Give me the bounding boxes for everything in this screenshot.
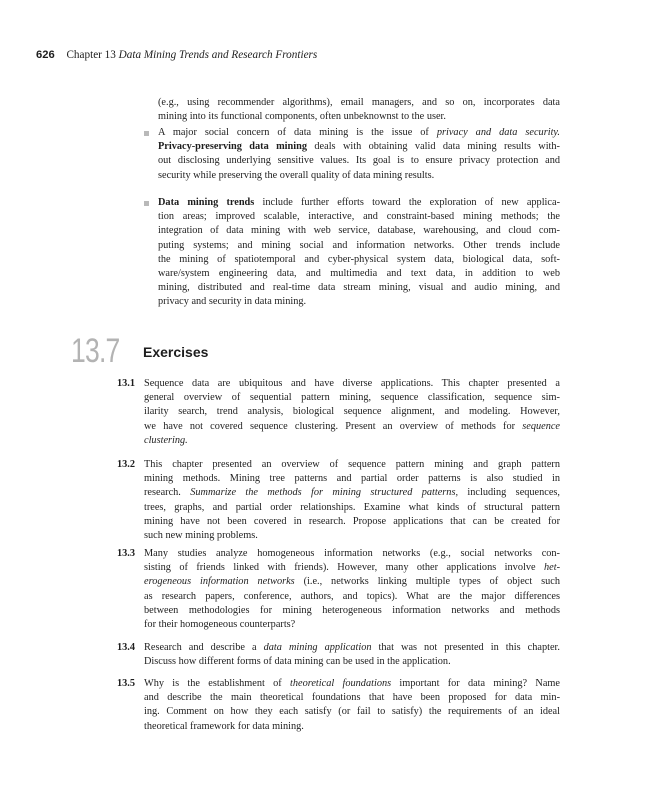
text-line — [158, 210, 560, 224]
text-line — [158, 267, 560, 281]
text-line — [144, 575, 560, 589]
text-line — [144, 677, 560, 691]
text-segment: between methodologies for mining heterogeneous information networks and methods — [144, 604, 560, 616]
text-segment: mining into its functional components, often unbeknownst to the user. — [158, 111, 446, 123]
italic-text: erogeneous information networks — [144, 576, 295, 588]
continuation-paragraph — [158, 96, 560, 124]
text-segment: out disclosing underlying sensitive values. Its goal is to ensure privacy protection and — [158, 155, 560, 167]
exercise-13-3 — [117, 547, 560, 632]
text-line — [158, 224, 560, 238]
bold-text: Data mining trends — [158, 197, 255, 208]
text-line — [144, 420, 560, 434]
italic-text: clustering. — [144, 434, 188, 446]
text-line — [158, 126, 560, 140]
text-line — [158, 295, 560, 309]
text-segment: important for data mining? Name — [391, 678, 560, 689]
text-line — [144, 547, 560, 561]
text-segment: (e.g., using recommender algorithms), email managers, and so on, incorporates data — [158, 97, 560, 108]
text-segment: ing. Comment on how they each satisfy (or fail to satisfy) the requirements of an ideal — [144, 706, 560, 718]
exercise-13-4 — [117, 641, 560, 669]
bullet-privacy — [158, 126, 560, 183]
text-line — [144, 590, 560, 604]
running-header — [36, 49, 317, 61]
text-segment: trees, graphs, and partial order relationships. Examine what kinds of structural pattern — [144, 501, 560, 513]
italic-text: Summarize the methods for mining structured patterns, — [190, 487, 459, 499]
text-segment: Sequence data are ubiquitous and have diverse applications. This chapter presented a — [144, 378, 560, 389]
text-segment: deals with obtaining valid data mining results with- — [307, 141, 560, 153]
exercise-number: 13.4 — [117, 642, 136, 653]
section-title: Exercises — [143, 344, 209, 360]
text-segment: security while preserving the overall quality of data mining results. — [158, 169, 435, 181]
text-segment: ware/system engineering data, and multimedia and text data, in addition to web — [158, 267, 560, 279]
text-line — [144, 705, 560, 719]
text-line — [144, 515, 560, 529]
text-segment: research. — [144, 487, 191, 499]
text-segment: mining methods. Mining tree patterns and partial order patterns is also studied in — [144, 473, 560, 485]
text-segment: privacy and security in data mining. — [158, 296, 307, 308]
exercise-13-1 — [117, 377, 560, 448]
text-line — [158, 281, 560, 295]
text-line — [144, 529, 560, 543]
text-line — [158, 140, 560, 154]
exercise-number: 13.2 — [117, 459, 136, 470]
text-segment: Why is the establishment of — [144, 678, 290, 689]
text-segment: including sequences, — [458, 487, 561, 499]
bullet-marker — [144, 201, 149, 206]
bullet-marker — [144, 131, 149, 136]
text-segment: ilarity search, trend analysis, biological sequence alignment, and modeling. However, — [144, 406, 560, 418]
text-segment: that was not presented in this chapter. — [371, 642, 560, 653]
text-segment: integration of data mining with web service, database, warehousing, and cloud com- — [158, 225, 560, 237]
text-segment: mining have not been covered in research. Propose applications that can be created for — [144, 515, 560, 527]
text-line — [158, 253, 560, 267]
section-number: 13.7 — [71, 332, 120, 370]
text-line — [144, 391, 560, 405]
text-segment: Discuss how different forms of data mining can be used in the application. — [144, 656, 451, 668]
text-line — [144, 501, 560, 515]
text-segment: such new mining problems. — [144, 529, 258, 541]
text-line — [158, 96, 560, 110]
text-line — [158, 239, 560, 253]
text-line — [144, 604, 560, 618]
text-line — [144, 472, 560, 486]
text-segment: This chapter presented an overview of sequence pattern mining and graph pattern — [144, 459, 560, 470]
text-segment: the mining of spatiotemporal and cyber-physical system data, biological data, soft- — [158, 253, 560, 265]
text-segment: sisting of friends linked with friends). However, many other applications involve — [144, 562, 544, 574]
text-segment: tion areas; improved scalable, interactive, and constraint-based mining methods; the — [158, 211, 560, 223]
exercise-number: 13.3 — [117, 548, 136, 559]
text-segment: general overview of sequential pattern mining, sequence classification, sequence sim- — [144, 392, 560, 404]
text-line — [144, 377, 560, 391]
text-segment: Many studies analyze homogeneous information networks (e.g., social networks con- — [144, 548, 560, 559]
italic-text: privacy and data security. — [436, 127, 561, 138]
exercise-13-5 — [117, 677, 560, 734]
text-line — [144, 655, 560, 669]
italic-text: het- — [543, 562, 560, 574]
text-segment: include further efforts toward the exploration of new applica- — [254, 197, 560, 208]
text-line — [158, 196, 560, 210]
text-segment: as research papers, conference, authors, and topics). What are the major differences — [144, 590, 560, 602]
chapter-label: Chapter 13 — [66, 49, 116, 61]
page-number: 626 — [36, 49, 55, 61]
italic-text: sequence — [522, 420, 560, 432]
text-line — [144, 405, 560, 419]
text-line — [144, 691, 560, 705]
text-segment: mining, distributed and real-time data stream mining, visual and audio mining, and — [158, 282, 560, 294]
text-line — [144, 434, 560, 448]
text-line — [144, 618, 560, 632]
text-segment: (i.e., networks linking multiple types of object such — [294, 576, 560, 588]
text-line — [144, 561, 560, 575]
italic-text: theoretical foundations — [290, 678, 392, 689]
text-line — [158, 169, 560, 183]
italic-text: data mining application — [263, 642, 372, 653]
exercise-number: 13.5 — [117, 678, 136, 689]
text-line — [144, 641, 560, 655]
text-line — [158, 154, 560, 168]
text-segment: Research and describe a — [144, 642, 264, 653]
bold-text: Privacy-preserving data mining — [158, 141, 308, 153]
exercise-number: 13.1 — [117, 378, 136, 389]
text-segment: A major social concern of data mining is the issue of — [158, 127, 437, 138]
text-line — [158, 110, 560, 124]
text-line — [144, 720, 560, 734]
text-line — [144, 458, 560, 472]
text-segment: puting systems; and mining social and information networks. Other trends include — [158, 239, 560, 251]
text-segment: for their homogeneous counterparts? — [144, 618, 296, 630]
exercise-13-2 — [117, 458, 561, 543]
text-line — [144, 486, 560, 500]
running-title: Data Mining Trends and Research Frontiers — [118, 49, 318, 61]
text-segment: and describe the main theoretical foundations that have been proposed for data min- — [144, 692, 560, 704]
text-segment: theoretical framework for data mining. — [144, 720, 304, 732]
text-segment: we have not covered sequence clustering. Present an overview of methods for — [144, 420, 523, 432]
bullet-trends — [158, 196, 560, 310]
